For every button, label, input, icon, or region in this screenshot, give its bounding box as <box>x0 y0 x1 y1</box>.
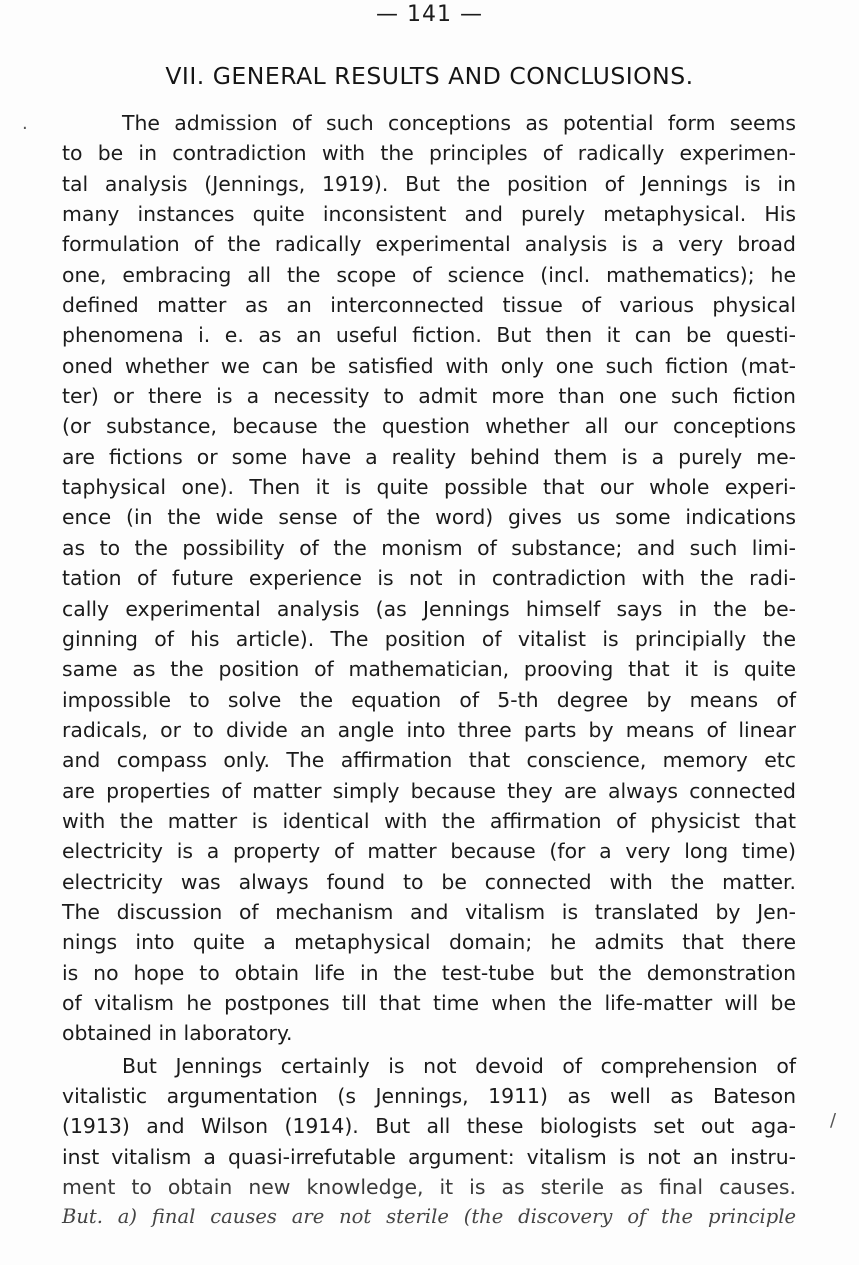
paragraph-1 <box>62 108 796 1049</box>
text-line: many instances quite inconsistent and purely metaphysical. His <box>62 202 796 227</box>
text-line: The admission of such conceptions as potential form seems <box>122 111 796 135</box>
section-title: VII. GENERAL RESULTS AND CONCLUSIONS. <box>165 62 694 90</box>
text-line: to be in contradiction with the principles of radically experimen- <box>62 141 796 166</box>
text-line: impossible to solve the equation of 5-th degree by means of <box>62 687 796 712</box>
body-text <box>62 108 796 1233</box>
text-line: taphysical one). Then it is quite possible that our whole experi- <box>62 475 796 500</box>
text-line: radicals, or to divide an angle into three parts by means of linear <box>62 717 796 742</box>
text-line: But Jennings certainly is not devoid of comprehension of <box>122 1053 796 1078</box>
text-line: nings into quite a metaphysical domain; he admits that there <box>62 930 796 955</box>
text-line: obtained in laboratory. <box>62 1021 293 1046</box>
margin-pencil-mark: / <box>830 1110 837 1131</box>
text-line: and compass only. The affirmation that conscience, memory etc <box>62 748 796 773</box>
text-line: inst vitalism a quasi-irrefutable argument: vitalism is not an instru- <box>62 1144 796 1169</box>
text-line: (1913) and Wilson (1914). But all these biologists set out aga- <box>62 1114 796 1139</box>
text-line: one, embracing all the scope of science (incl. mathematics); he <box>62 262 796 287</box>
page-number: — 141 — <box>376 2 483 27</box>
text-line: as to the possibility of the monism of substance; and such limi- <box>62 535 796 560</box>
scan-speck: · <box>22 118 28 139</box>
text-line: cally experimental analysis (as Jennings himself says in the be- <box>62 596 796 621</box>
text-line: is no hope to obtain life in the test-tube but the demonstration <box>62 960 796 985</box>
text-line: The discussion of mechanism and vitalism is translated by Jen- <box>62 899 796 924</box>
text-line: vitalistic argumentation (s Jennings, 1911) as well as Bateson <box>62 1084 796 1108</box>
text-line: ment to obtain new knowledge, it is as sterile as final causes. <box>62 1175 796 1200</box>
text-line: are fictions or some have a reality behind them is a purely me- <box>62 444 796 469</box>
paragraph-2 <box>62 1051 796 1233</box>
text-line: (or substance, because the question whether all our conceptions <box>62 414 796 439</box>
text-line: defined matter as an interconnected tissue of various physical <box>62 293 796 318</box>
text-line: oned whether we can be satisfied with only one such fiction (mat- <box>62 353 796 378</box>
text-line: electricity was always found to be connected with the matter. <box>62 869 796 894</box>
text-line: tation of future experience is not in contradiction with the radi- <box>62 566 796 591</box>
text-line: ginning of his article). The position of vitalist is principially the <box>62 626 796 651</box>
text-line: same as the position of mathematician, prooving that it is quite <box>62 657 796 682</box>
text-line: ter) or there is a necessity to admit more than one such fiction <box>62 384 796 409</box>
text-line: with the matter is identical with the affirmation of physicist that <box>62 808 796 833</box>
text-line: phenomena i. e. as an useful fiction. But then it can be questi- <box>62 323 796 348</box>
text-line: are properties of matter simply because they are always connected <box>62 778 796 803</box>
text-line: of vitalism he postpones till that time when the life-matter will be <box>62 990 796 1015</box>
text-line: electricity is a property of matter because (for a very long time) <box>62 839 796 864</box>
text-line: But. a) final causes are not sterile (the discovery of the principle <box>62 1205 796 1229</box>
text-line: ence (in the wide sense of the word) gives us some indications <box>62 505 796 530</box>
text-line: tal analysis (Jennings, 1919). But the position of Jennings is in <box>62 171 796 196</box>
text-line: formulation of the radically experimental analysis is a very broad <box>62 232 796 257</box>
